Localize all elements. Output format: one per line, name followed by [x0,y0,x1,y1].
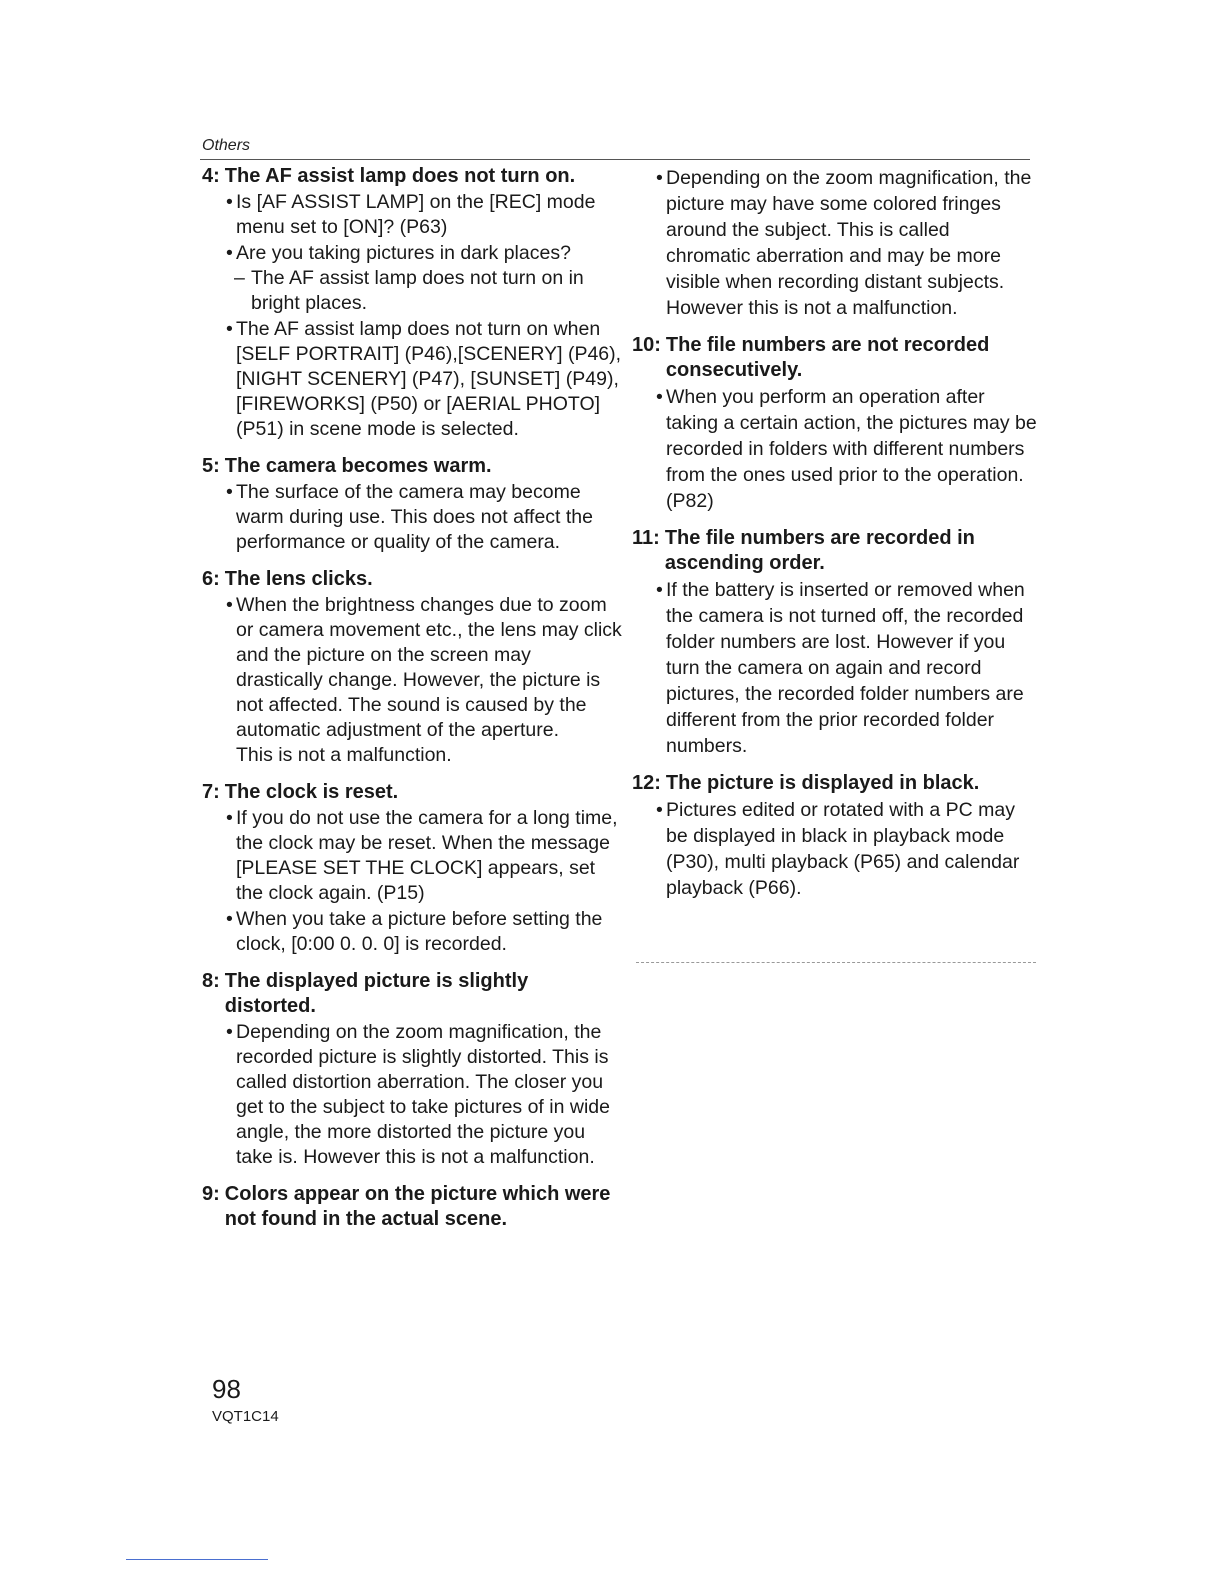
item-title: The lens clicks. [224,568,373,590]
item-6 [202,567,622,768]
bullet [226,806,622,906]
bullet [226,190,622,240]
item-number: 4: [202,165,220,187]
item-heading [202,454,622,479]
item-number: 10: [632,334,661,356]
bullet-icon: • [226,1021,233,1043]
bullet-text: Depending on the zoom magnification, the recorded picture is slightly distorted. This is called distortion aberration. The closer you get to the subject to take pictures of in wide angle, the more distorted the picture you take is. However this is not a malfunction. [236,1021,610,1168]
item-9-continued [632,165,1037,321]
item-title: Colors appear on the picture which were not found in the actual scene. [224,1183,611,1230]
bullet [656,165,1037,321]
item-heading [202,567,622,592]
left-column [202,164,622,1244]
bullet-icon: • [226,807,233,829]
document-code: VQT1C14 [212,1408,279,1425]
bullet-text: Are you taking pictures in dark places? [236,242,571,264]
bullet-icon: • [226,594,233,616]
item-5 [202,454,622,555]
item-heading [632,771,1037,796]
bullet-icon: • [226,481,233,503]
section-label: Others [202,137,251,154]
bullet-icon: • [656,386,663,408]
bullet [226,241,622,266]
bullet-text: When you take a picture before setting the clock, [0:00 0. 0. 0] is recorded. [236,908,603,955]
bullet-icon: • [226,318,233,340]
bullet-text: The AF assist lamp does not turn on when [SELF PORTRAIT] (P46),[SCENERY] (P46), [NIGHT SCENERY] (P47), [SUNSET] (P49), [FIREWORKS] (P50) or [AERIAL PHOTO] (P51) in scene mode is selected. [236,318,622,440]
item-heading [632,526,1037,576]
bullet [226,480,622,555]
item-number: 7: [202,781,220,803]
item-8 [202,969,622,1170]
item-note: This is not a malfunction. [236,744,452,766]
item-heading [202,1182,622,1232]
item-title: The file numbers are not recorded consecutively. [665,334,990,381]
item-7 [202,780,622,957]
bullet-icon: • [656,799,663,821]
bullet-icon: • [226,908,233,930]
bullet-text: When the brightness changes due to zoom or camera movement etc., the lens may click and the picture on the screen may drastically change. However, the picture is not affected. The sound is caused by the automatic adjustment of the aperture. [236,594,622,741]
bullet [656,384,1037,514]
item-number: 6: [202,568,220,590]
bullet [656,577,1037,759]
sub-bullet-text: The AF assist lamp does not turn on in bright places. [251,267,584,314]
item-title: The camera becomes warm. [224,455,492,477]
column-end-divider [636,962,1036,963]
dash-icon: – [234,267,245,289]
bullet-icon: • [226,242,233,264]
bullet [226,593,622,743]
item-number: 5: [202,455,220,477]
bullet-text: Pictures edited or rotated with a PC may be displayed in black in playback mode (P30), multi playback (P65) and calendar playback (P66). [666,799,1020,899]
footer-line [126,1559,268,1560]
page-number: 98 [212,1374,241,1404]
sub-bullet [234,266,622,316]
right-column [632,164,1037,913]
item-heading [202,164,622,189]
item-number: 9: [202,1183,220,1205]
bullet-text: Is [AF ASSIST LAMP] on the [REC] mode menu set to [ON]? (P63) [236,191,596,238]
item-number: 8: [202,970,220,992]
bullet-text: Depending on the zoom magnification, the picture may have some colored fringes around the subject. This is called chromatic aberration and may be more visible when recording distant subjects. However this is not a malfunction. [666,167,1032,319]
item-4 [202,164,622,442]
bullet [656,797,1037,901]
bullet [226,317,622,442]
bullet [226,907,622,957]
item-heading [202,969,622,1019]
bullet-icon: • [656,167,663,189]
item-title: The AF assist lamp does not turn on. [224,165,576,187]
bullet-text: When you perform an operation after taking a certain action, the pictures may be recorded in folders with different numbers from the ones used prior to the operation. (P82) [666,386,1037,512]
bullet-text: The surface of the camera may become warm during use. This does not affect the performance or quality of the camera. [236,481,593,553]
item-number: 11: [632,527,660,549]
item-11 [632,526,1037,759]
item-9 [202,1182,622,1232]
item-title: The file numbers are recorded in ascending order. [664,527,975,574]
bullet [226,1020,622,1170]
item-heading [632,333,1037,383]
header-divider [200,159,1030,160]
item-title: The picture is displayed in black. [665,772,980,794]
bullet-text: If you do not use the camera for a long time, the clock may be reset. When the message [PLEASE SET THE CLOCK] appears, set the clock again. (P15) [236,807,618,904]
item-10 [632,333,1037,514]
item-heading [202,780,622,805]
item-title: The displayed picture is slightly distorted. [224,970,529,1017]
bullet-icon: • [226,191,233,213]
item-number: 12: [632,772,661,794]
item-12 [632,771,1037,901]
item-title: The clock is reset. [224,781,399,803]
bullet-text: If the battery is inserted or removed when the camera is not turned off, the recorded folder numbers are lost. However if you turn the camera on again and record pictures, the recorded folder numbers are different from the prior recorded folder numbers. [666,579,1025,757]
bullet-icon: • [656,579,663,601]
